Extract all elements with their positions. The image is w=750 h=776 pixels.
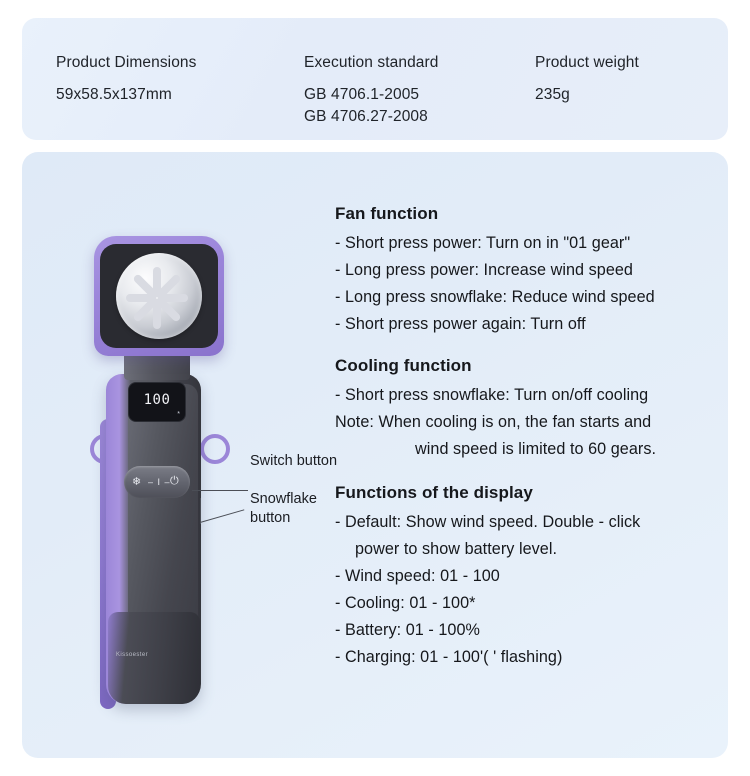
section-title: Cooling function xyxy=(335,356,472,375)
spec-column-dimensions xyxy=(56,54,197,106)
button-separator-icon: – I – xyxy=(148,477,171,487)
section-line: - Wind speed: 01 - 100 xyxy=(335,567,500,585)
power-button-icon[interactable]: ⏻ xyxy=(170,475,179,487)
fan-head xyxy=(94,236,224,356)
fan-grille xyxy=(100,244,218,348)
section-line: - Short press power: Turn on in "01 gear" xyxy=(335,234,631,252)
brand-label: Kissoester xyxy=(116,652,149,658)
spec-value: 59x58.5x137mm xyxy=(56,86,172,103)
spec-label: Execution standard xyxy=(304,54,439,71)
spec-value: GB 4706.1-2005 xyxy=(304,86,420,103)
section-line: - Battery: 01 - 100% xyxy=(335,621,480,639)
section-display-functions xyxy=(335,483,720,671)
snowflake-button-icon[interactable]: ❄ xyxy=(132,476,142,488)
device-display xyxy=(128,382,186,422)
product-feature-panel xyxy=(22,152,728,758)
section-line: - Short press power again: Turn off xyxy=(335,315,586,333)
callout-leader-snowflake xyxy=(200,509,244,523)
display-snowflake-icon: * xyxy=(177,411,180,418)
section-line: - Long press snowflake: Reduce wind speed xyxy=(335,288,655,306)
product-illustration xyxy=(80,214,260,724)
spec-column-weight xyxy=(535,54,639,106)
callout-snowflake-button-label: Snowflake button xyxy=(250,491,317,526)
section-line: power to show battery level. xyxy=(355,540,558,558)
section-line: - Charging: 01 - 100'( ' flashing) xyxy=(335,648,563,666)
spec-label: Product Dimensions xyxy=(56,54,197,71)
section-title: Functions of the display xyxy=(335,483,533,502)
callout-switch-button-label: Switch button xyxy=(250,453,338,469)
section-title: Fan function xyxy=(335,204,439,223)
section-line: - Cooling: 01 - 100* xyxy=(335,594,476,612)
section-line: wind speed is limited to 60 gears. xyxy=(415,440,657,458)
callout-leader-switch xyxy=(192,490,248,491)
spec-value: 235g xyxy=(535,86,570,103)
section-line: - Short press snowflake: Turn on/off cooling xyxy=(335,386,649,404)
display-value: 100 xyxy=(143,392,171,408)
section-cooling-function xyxy=(335,356,720,463)
section-line: - Long press power: Increase wind speed xyxy=(335,261,633,279)
device-base xyxy=(108,612,200,704)
spec-value: GB 4706.27-2008 xyxy=(304,108,428,125)
section-line: Note: When cooling is on, the fan starts and xyxy=(335,413,652,431)
spec-label: Product weight xyxy=(535,54,639,71)
button-pad[interactable] xyxy=(124,466,190,498)
spec-column-standard xyxy=(304,54,439,128)
section-fan-function xyxy=(335,204,720,338)
feature-text-column xyxy=(335,204,720,689)
lanyard-loop-right-icon xyxy=(200,434,230,464)
section-line: - Default: Show wind speed. Double - click xyxy=(335,513,641,531)
callout-tick-snowflake xyxy=(200,498,201,524)
specs-panel xyxy=(22,18,728,140)
